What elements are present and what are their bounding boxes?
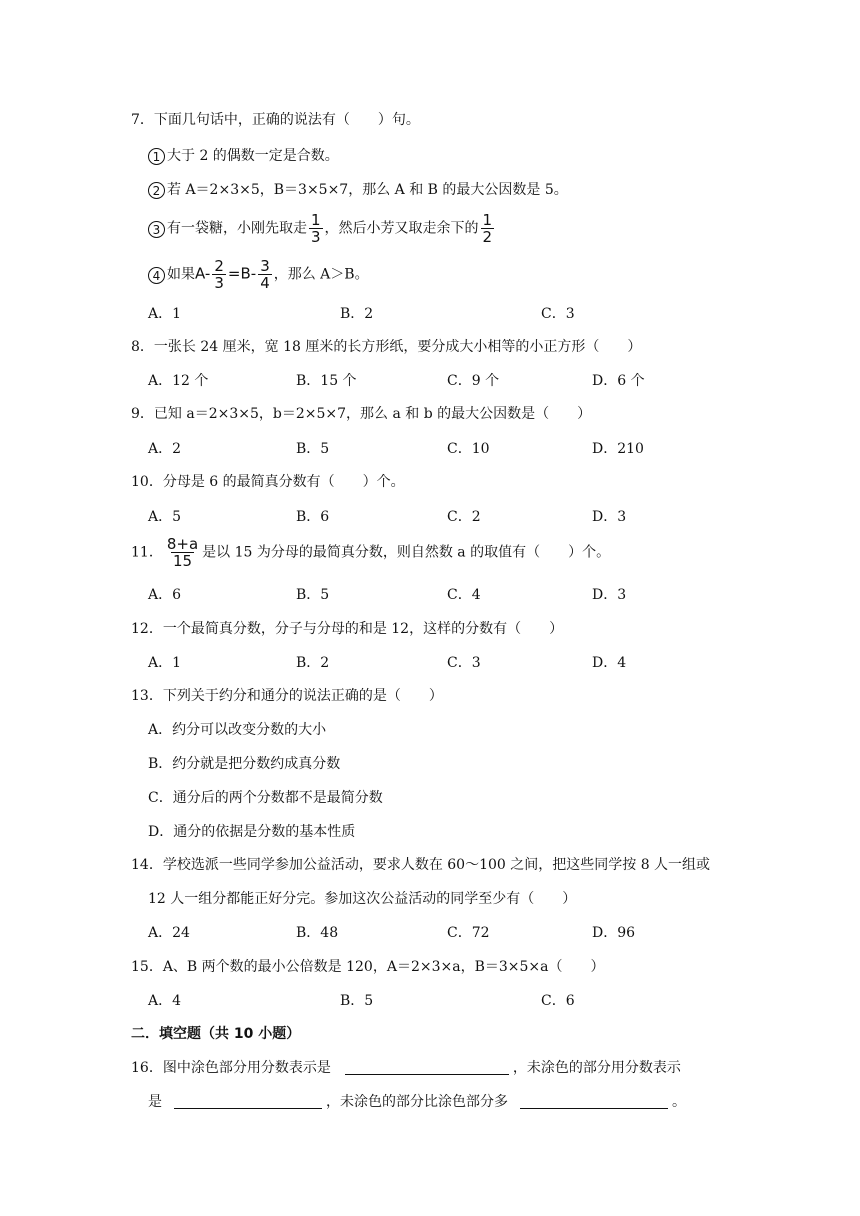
q11-option-d: D．3: [592, 587, 627, 603]
answer-blank[interactable]: [345, 1060, 509, 1075]
q7-option-c: C．3: [541, 306, 575, 322]
fraction: $\frac{1}{3}$: [311, 211, 321, 246]
fraction: $\frac{1}{2}$: [482, 211, 493, 246]
q8-option-b: B．15 个: [296, 373, 357, 389]
q13-stem: 13．下列关于约分和通分的说法正确的是（ ）: [131, 688, 443, 704]
answer-blank[interactable]: [174, 1094, 322, 1109]
q10-option-a: A．5: [148, 509, 182, 525]
q8-option-d: D．6 个: [592, 373, 645, 389]
q14-option-c: C．72: [447, 925, 490, 941]
q13-option-d: D．通分的依据是分数的基本性质: [148, 824, 356, 840]
q8-option-a: A．12 个: [148, 373, 209, 389]
q14-option-b: B．48: [296, 925, 339, 941]
q15-option-c: C．6: [541, 993, 575, 1009]
q13-option-c: C．通分后的两个分数都不是最简分数: [148, 790, 383, 806]
q7-statement-4: 4 如果A- $\frac{2}{3}$ =B- $\frac{3}{4}$ ，那么 A＞B。: [148, 258, 369, 291]
q8-option-c: C．9 个: [447, 373, 500, 389]
q10-stem: 10．分母是 6 的最简真分数有（ ）个。: [131, 474, 405, 490]
circled-number: 2: [148, 182, 165, 199]
q12-option-b: B．2: [296, 655, 330, 671]
q12-option-c: C．3: [447, 655, 481, 671]
fraction: $\frac{8+a}{15}$: [166, 535, 199, 570]
q14-option-d: D．96: [592, 925, 636, 941]
q7-statement-1: 1 大于 2 的偶数一定是合数。: [148, 146, 339, 166]
q10-option-c: C．2: [447, 509, 481, 525]
q13-option-a: A．约分可以改变分数的大小: [148, 722, 327, 738]
q9-option-d: D．210: [592, 441, 644, 457]
q15-option-a: A．4: [148, 993, 182, 1009]
fraction: $\frac{2}{3}$: [214, 257, 224, 292]
q7-option-b: B．2: [340, 306, 374, 322]
q11-option-b: B．5: [296, 587, 330, 603]
q12-option-d: D．4: [592, 655, 627, 671]
q10-option-d: D．3: [592, 509, 627, 525]
q16-stem-line-2: 是 ，未涂色的部分比涂色部分多 。: [148, 1094, 686, 1110]
q7-statement-2: 2 若 A＝2×3×5，B＝3×5×7，那么 A 和 B 的最大公因数是 5。: [148, 180, 568, 200]
q13-option-b: B．约分就是把分数约成真分数: [148, 756, 341, 772]
q15-stem: 15．A、B 两个数的最小公倍数是 120，A＝2×3×a，B＝3×5×a（ ）: [131, 959, 605, 975]
q12-option-a: A．1: [148, 655, 182, 671]
circled-number: 3: [148, 221, 165, 238]
q11-option-c: C．4: [447, 587, 481, 603]
q14-stem-line-1: 14．学校选派一些同学参加公益活动，要求人数在 60～100 之间，把这些同学按 8 人一组或: [131, 857, 711, 873]
q10-option-b: B．6: [296, 509, 330, 525]
circled-number: 1: [148, 148, 165, 165]
q7-stem: 7．下面几句话中，正确的说法有（ ）句。: [131, 112, 420, 128]
section-title: 二．填空题（共 10 小题）: [131, 1026, 301, 1042]
q9-option-c: C．10: [447, 441, 490, 457]
q16-stem-line-1: 16．图中涂色部分用分数表示是 ，未涂色的部分用分数表示: [131, 1060, 681, 1076]
q9-option-b: B．5: [296, 441, 330, 457]
fraction: $\frac{3}{4}$: [260, 257, 270, 292]
q15-option-b: B．5: [340, 993, 374, 1009]
q8-stem: 8．一张长 24 厘米，宽 18 厘米的长方形纸，要分成大小相等的小正方形（ ）: [131, 339, 642, 355]
q11-stem: 11． $\frac{8+a}{15}$ 是以 15 为分母的最简真分数，则自然数 a 的取值有（ ）个。: [131, 535, 611, 570]
q7-statement-3: 3 有一袋糖，小刚先取走 $\frac{1}{3}$ ，然后小芳又取走余下的 $\frac{1}{2}$: [148, 212, 496, 245]
q12-stem: 12．一个最简真分数，分子与分母的和是 12，这样的分数有（ ）: [131, 621, 564, 637]
q14-option-a: A．24: [148, 925, 190, 941]
q9-stem: 9．已知 a＝2×3×5，b＝2×5×7，那么 a 和 b 的最大公因数是（ ）: [131, 406, 592, 422]
answer-blank[interactable]: [520, 1094, 668, 1109]
circled-number: 4: [148, 267, 165, 284]
q11-option-a: A．6: [148, 587, 182, 603]
q7-option-a: A．1: [148, 306, 182, 322]
q14-stem-line-2: 12 人一组分都能正好分完。参加这次公益活动的同学至少有（ ）: [148, 891, 577, 907]
q9-option-a: A．2: [148, 441, 182, 457]
